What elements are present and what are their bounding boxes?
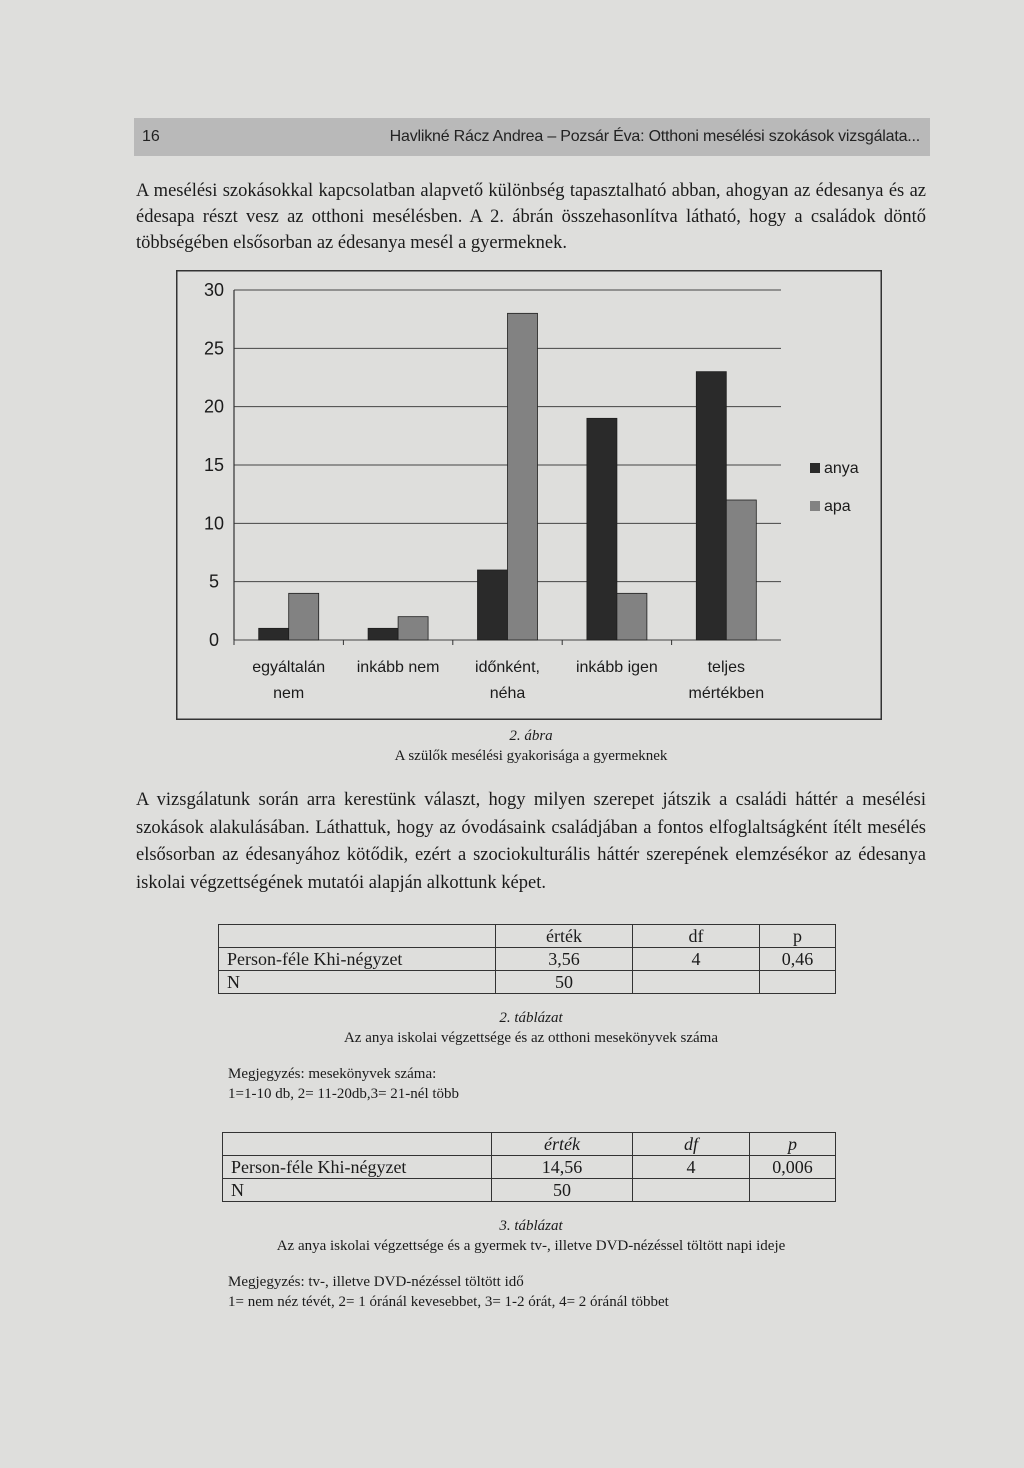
x-tick-label: inkább nem	[356, 659, 440, 676]
bar-chart	[176, 270, 882, 720]
bar-apa	[289, 593, 319, 640]
table2-note	[228, 1272, 669, 1312]
legend-swatch-apa	[810, 501, 820, 511]
table1-caption-text: Az anya iskolai végzettsége és az otthoni mesekönyvek száma	[343, 1030, 719, 1046]
table-cell	[633, 1179, 750, 1202]
table-cell: 0,006	[750, 1156, 836, 1179]
table-header-row	[223, 1133, 836, 1156]
table-cell: 3,56	[496, 948, 633, 971]
y-tick-label: 5	[208, 571, 220, 592]
figure-caption-text: A szülők mesélési gyakorisága a gyermeknek	[394, 748, 668, 764]
legend-label-apa: apa	[824, 498, 851, 515]
table-cell	[760, 971, 836, 994]
bar-anya	[587, 418, 617, 640]
table-header-cell: érték	[492, 1133, 633, 1156]
y-tick-label: 30	[203, 280, 225, 300]
x-tick-label: nem	[273, 685, 305, 702]
bar-anya	[259, 628, 289, 640]
y-tick-label: 15	[203, 455, 225, 475]
bar-anya	[478, 570, 508, 640]
table-header-row	[219, 925, 836, 948]
table-row	[223, 1179, 836, 1202]
x-tick-label: egyáltalán	[252, 659, 326, 676]
y-tick-label: 25	[203, 338, 225, 359]
bar-apa	[617, 593, 647, 640]
table-cell: 0,46	[760, 948, 836, 971]
table2-note-line: Megjegyzés: tv-, illetve DVD-nézéssel töltött idő	[228, 1274, 524, 1290]
bar-anya	[696, 372, 726, 640]
table-header-cell: df	[633, 1133, 750, 1156]
table-cell: 4	[633, 1156, 750, 1179]
paragraph-intro: A mesélési szokásokkal kapcsolatban alapvető különbség tapasztalható abban, ahogyan az édesanya és az édesapa részt vesz az otthoni mesélésben. A 2. ábrán összehasonlítva látható, hogy a családok döntő többségében elsősorban az édesanya mesél a gyermeknek.	[136, 181, 926, 253]
bar-apa	[508, 313, 538, 640]
table-header-cell: p	[750, 1133, 836, 1156]
paragraph-analysis: A vizsgálatunk során arra kerestünk választ, hogy milyen szerepet játszik a családi háttér a mesélési szokások alakulásában. Láthattuk, hogy az óvodásaink családjában a fontos elfoglaltságként ítélt mesélés elsősorban az édesanyához kötődik, ezért a szociokulturális háttér szerepének elemzésékor az édesanya iskolai végzettségének mutatói alapján alkottunk képet.	[136, 790, 926, 893]
table-cell: 14,56	[492, 1156, 633, 1179]
table-chi-square-tv	[222, 1132, 836, 1202]
page-number: 16	[142, 128, 160, 145]
table-row	[219, 971, 836, 994]
figure-caption	[136, 726, 926, 766]
x-tick-label: időnként,	[475, 659, 540, 676]
table1-note-line: 1=1-10 db, 2= 11-20db,3= 21-nél több	[228, 1086, 460, 1102]
y-tick-label: 20	[203, 396, 225, 417]
table-row	[219, 948, 836, 971]
table2-caption-text: Az anya iskolai végzettsége és a gyermek tv-, illetve DVD-nézéssel töltött napi ideje	[276, 1238, 786, 1254]
table2-number: 3. táblázat	[499, 1218, 563, 1234]
table1-caption	[136, 1008, 926, 1048]
legend-swatch-anya	[810, 463, 820, 473]
bar-apa	[398, 617, 428, 640]
table1-note-line: Megjegyzés: mesekönyvek száma:	[228, 1066, 437, 1082]
table2-note-line: 1= nem néz tévét, 2= 1 óránál kevesebbet, 3= 1-2 órát, 4= 2 óránál többet	[228, 1294, 669, 1310]
table1-number: 2. táblázat	[499, 1010, 563, 1026]
x-tick-label: néha	[489, 685, 526, 702]
running-title: Havlikné Rácz Andrea – Pozsár Éva: Otthoni mesélési szokások vizsgálata...	[389, 128, 920, 145]
x-tick-label: inkább igen	[575, 659, 658, 676]
table-header-cell	[223, 1133, 492, 1156]
bar-anya	[368, 628, 398, 640]
table-cell	[750, 1179, 836, 1202]
x-tick-label: teljes	[707, 659, 745, 676]
table-cell	[633, 971, 760, 994]
table-cell: Person-féle Khi-négyzet	[219, 948, 496, 971]
table-cell: Person-féle Khi-négyzet	[223, 1156, 492, 1179]
table-chi-square-books	[218, 924, 836, 994]
table-cell: 50	[492, 1179, 633, 1202]
table-header-cell: p	[760, 925, 836, 948]
table-cell: 4	[633, 948, 760, 971]
table1-note	[228, 1064, 459, 1104]
legend-label-anya: anya	[824, 460, 859, 477]
table-header-cell: érték	[496, 925, 633, 948]
table-cell: 50	[496, 971, 633, 994]
y-tick-label: 10	[203, 513, 225, 534]
table-header-cell: df	[633, 925, 760, 948]
x-tick-label: mértékben	[688, 685, 765, 702]
bar-apa	[726, 500, 756, 640]
table-cell: N	[219, 971, 496, 994]
y-tick-label: 0	[208, 630, 220, 650]
figure-number: 2. ábra	[509, 728, 553, 744]
table-header-cell	[219, 925, 496, 948]
table-row	[223, 1156, 836, 1179]
table-cell: N	[223, 1179, 492, 1202]
running-header	[134, 118, 930, 156]
table2-caption	[136, 1216, 926, 1256]
chart-svg	[176, 270, 882, 720]
